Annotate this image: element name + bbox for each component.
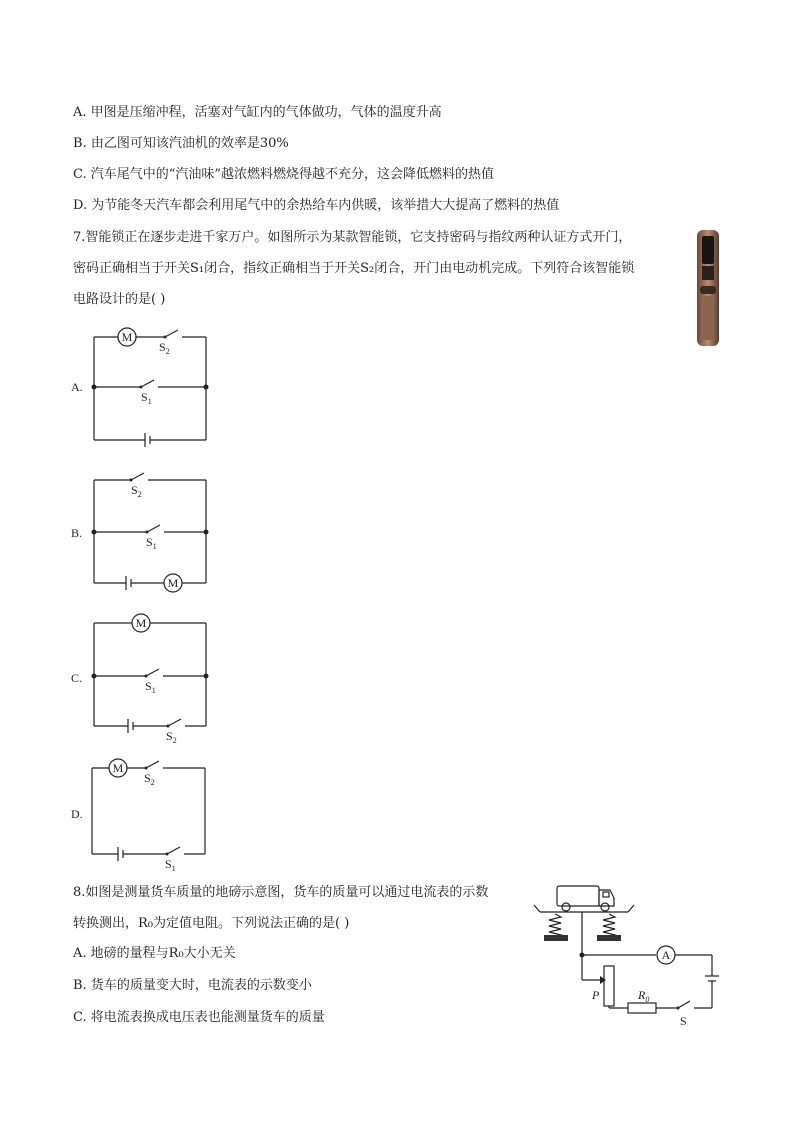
q7-stem-line2: 密码正确相当于开关S₁闭合，指纹正确相当于开关S₂闭合，开门由电动机完成。下列符合该智能锁 (73, 261, 635, 276)
q7-stem-line3: 电路设计的是( ) (73, 292, 166, 307)
switch-s-label: S (680, 1014, 687, 1028)
switch-s2-label: $S_2$ (144, 771, 155, 787)
switch-s1-label: $S_1$ (141, 390, 152, 406)
q8-option-b: B. 货车的质量变大时，电流表的示数变小 (73, 978, 312, 993)
q8-option-a: A. 地磅的量程与R₀大小无关 (73, 946, 236, 961)
motor-symbol: M (167, 576, 179, 590)
q6-option-a: A. 甲图是压缩冲程，活塞对气缸内的气体做功，气体的温度升高 (73, 105, 442, 120)
ammeter-symbol: A (661, 948, 671, 962)
q7-stem-line1: 7.智能锁正在逐步走进千家万户。如图所示为某款智能锁，它支持密码与指纹两种认证方式开门， (73, 230, 632, 245)
switch-s2-label: $S_2$ (159, 340, 170, 356)
switch-s1-label: $S_1$ (145, 679, 156, 695)
switch-s1-label: $S_1$ (146, 535, 157, 551)
truck-icon (557, 886, 614, 911)
q7-option-a-label: A. (71, 380, 83, 394)
motor-symbol: M (112, 761, 124, 775)
motor-symbol: M (121, 330, 133, 344)
q7-option-b-label: B. (71, 526, 83, 540)
q6-option-d: D. 为节能冬天汽车都会利用尾气中的余热给车内供暖，该举措大大提高了燃料的热值 (73, 198, 560, 213)
q7-option-d-label: D. (71, 807, 83, 821)
pointer-label: P (592, 988, 600, 1002)
resistor-r0-label: $R_0$ (638, 988, 650, 1004)
q8-stem-line1: 8.如图是测量货车质量的地磅示意图，货车的质量可以通过电流表的示数 (73, 885, 489, 900)
switch-s2-label: $S_2$ (131, 483, 142, 499)
q7-option-c-label: C. (71, 671, 83, 685)
q6-option-c: C. 汽车尾气中的“汽油味”越浓燃料燃烧得越不充分，这会降低燃料的热值 (73, 167, 495, 182)
switch-s2-label: $S_2$ (166, 729, 177, 745)
switch-s1-label: $S_1$ (165, 857, 176, 873)
q8-stem-line2: 转换测出，R₀为定值电阻。下列说法正确的是( ) (73, 916, 350, 931)
motor-symbol: M (135, 616, 147, 630)
q8-option-c: C. 将电流表换成电压表也能测量货车的质量 (73, 1010, 325, 1025)
q6-option-b: B. 由乙图可知该汽油机的效率是30% (73, 136, 289, 151)
